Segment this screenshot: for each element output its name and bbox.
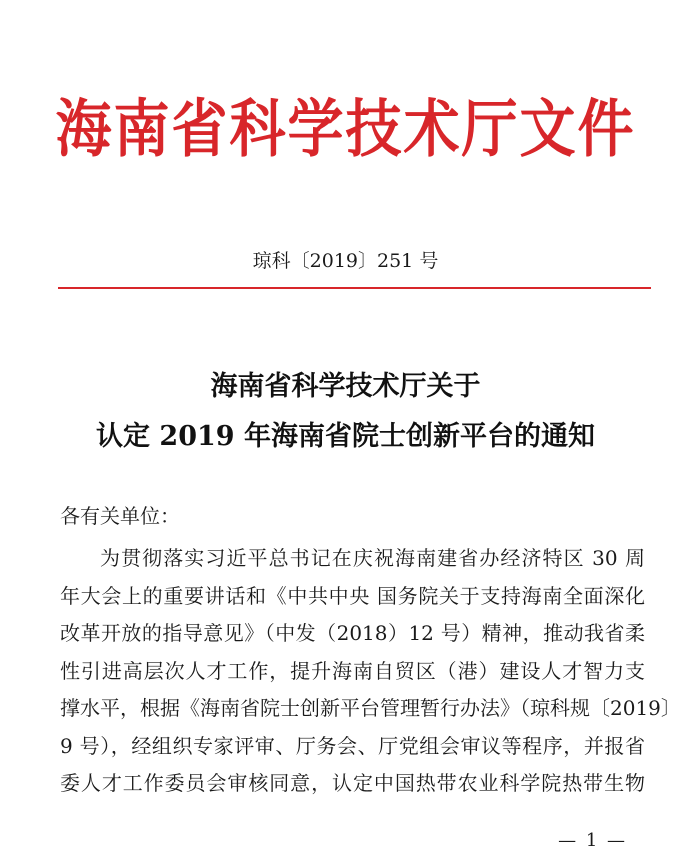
body-line: 改革开放的指导意见》（中发（2018）12 号）精神，推动我省柔 [60, 621, 645, 645]
body-line: 性引进高层次人才工作，提升海南自贸区（港）建设人才智力支 [60, 658, 645, 683]
body-line: 委人才工作委员会审核同意，认定中国热带农业科学院热带生物 [60, 771, 645, 795]
greeting: 各有关单位： [60, 504, 180, 528]
document-header-title: 海南省科学技术厅文件 [55, 93, 636, 167]
notice-title-line-1: 海南省科学技术厅关于 [210, 371, 481, 402]
body-line: 撑水平，根据《海南省院士创新平台管理暂行办法》（琼科规〔2019〕 [60, 696, 681, 720]
body-line: 为贯彻落实习近平总书记在庆祝海南建省办经济特区 30 周 [100, 546, 645, 570]
page-number: — 1 — [558, 830, 627, 851]
notice-title-line-2: 认定 2019 年海南省院士创新平台的通知 [96, 421, 595, 452]
red-divider-line [58, 287, 651, 289]
body-line: 9 号），经组织专家评审、厅务会、厅党组会审议等程序，并报省 [60, 733, 645, 758]
body-paragraph [60, 540, 681, 803]
body-line: 年大会上的重要讲话和《中共中央 国务院关于支持海南全面深化 [60, 583, 645, 608]
document-number: 琼科〔2019〕251 号 [252, 250, 439, 272]
